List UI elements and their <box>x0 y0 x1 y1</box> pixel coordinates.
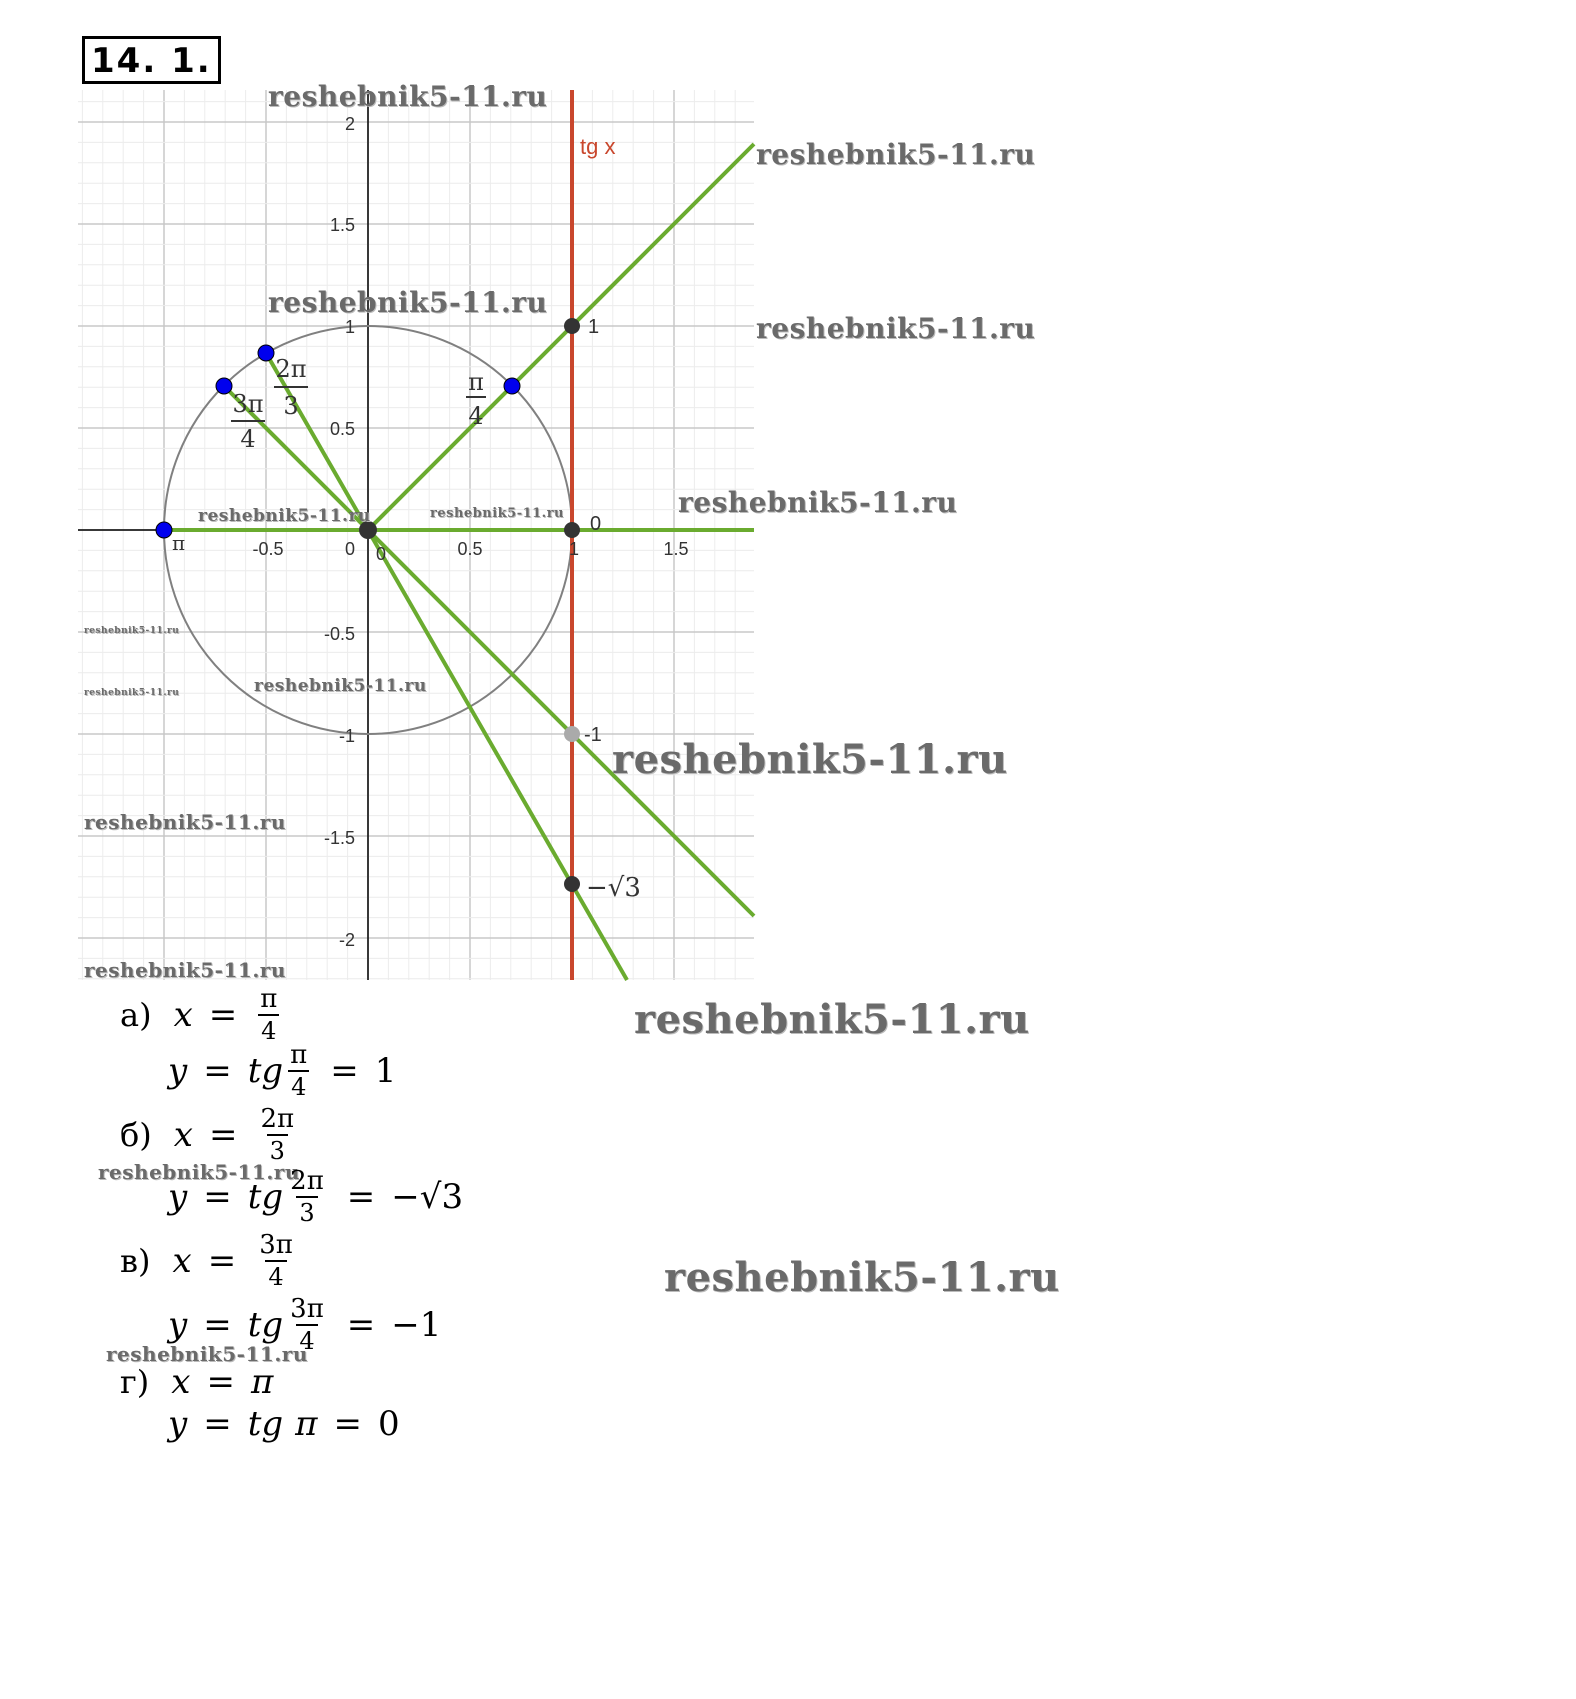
var-x: x <box>173 1115 193 1155</box>
var-x: x <box>173 995 193 1035</box>
watermark: reshebnik5-11.ru <box>756 138 1036 171</box>
svg-text:3π: 3π <box>232 390 264 418</box>
tick-label-x: 1 <box>568 539 580 559</box>
watermark: reshebnik5-11.ru <box>268 286 548 319</box>
var-y: y <box>168 1177 188 1217</box>
watermark: reshebnik5-11.ru <box>198 506 371 526</box>
equals-sign: = <box>330 1051 359 1091</box>
solution-g-x <box>120 1362 273 1402</box>
angle-label-2pi-over-3 <box>274 355 308 420</box>
result: −√3 <box>391 1177 464 1217</box>
tick-label-x: 0.5 <box>457 539 483 559</box>
equals-sign: = <box>207 1241 237 1281</box>
tick-label-y: -0.5 <box>323 624 355 644</box>
svg-text:3: 3 <box>283 392 299 420</box>
solution-b-x <box>120 1104 301 1166</box>
angle-label-pi-over-4 <box>466 368 486 430</box>
result: 0 <box>378 1404 400 1444</box>
fraction: $\frac{2\pi}{3}$ <box>260 1104 295 1165</box>
watermark: reshebnik5-11.ru <box>84 958 286 982</box>
watermark: reshebnik5-11.ru <box>84 688 180 698</box>
solution-letter: г) <box>120 1363 150 1401</box>
equals-sign: = <box>206 1362 235 1402</box>
result: −1 <box>391 1305 442 1345</box>
fraction: $\frac{\pi}{4}$ <box>257 984 280 1046</box>
angle-label-3pi-over-4 <box>231 390 265 453</box>
var-y: y <box>168 1305 188 1345</box>
watermark: reshebnik5-11.ru <box>254 676 427 696</box>
origin-label: 0 <box>376 544 387 564</box>
tick-label-x: -0.5 <box>252 539 284 559</box>
point-3pi-over-4 <box>216 378 232 394</box>
tick-label-y: 2 <box>344 114 355 134</box>
var-y: y <box>168 1051 188 1091</box>
watermark: reshebnik5-11.ru <box>268 80 548 113</box>
fraction: $\frac{3\pi}{4}$ <box>290 1294 324 1355</box>
point-pi-over-4 <box>504 378 520 394</box>
watermark: reshebnik5-11.ru <box>678 486 958 519</box>
tg-function: tg <box>247 1177 284 1217</box>
svg-text:4: 4 <box>240 425 256 453</box>
watermark: reshebnik5-11.ru <box>106 1342 308 1366</box>
equals-sign: = <box>203 1404 232 1444</box>
tick-label-x: 0 <box>344 539 356 559</box>
watermark: reshebnik5-11.ru <box>612 736 1008 783</box>
tangent-point-0 <box>564 522 580 538</box>
watermark: reshebnik5-11.ru <box>430 506 565 521</box>
tick-label-y: -1.5 <box>323 828 355 848</box>
equals-sign: = <box>203 1051 232 1091</box>
watermark: reshebnik5-11.ru <box>664 1254 1060 1301</box>
tangent-line-label: tg x <box>580 134 616 159</box>
svg-text:4: 4 <box>468 402 484 430</box>
fraction: $\frac{2\pi}{3}$ <box>290 1166 324 1227</box>
x-value: π <box>250 1362 274 1402</box>
tg-function: tg <box>247 1305 284 1345</box>
equals-sign: = <box>346 1177 376 1217</box>
tick-label-y: 0.5 <box>329 419 355 439</box>
fraction: $\frac{3\pi}{4}$ <box>259 1230 293 1291</box>
solution-a-x <box>120 984 284 1046</box>
tangent-label-minus-sqrt3: −√3 <box>586 873 641 903</box>
solution-a-y <box>168 1040 396 1102</box>
tick-label-y: -2 <box>338 930 355 950</box>
solution-letter: в) <box>120 1242 151 1280</box>
watermark: reshebnik5-11.ru <box>634 996 1030 1043</box>
solution-v-x <box>120 1230 300 1292</box>
ray-pi-over-4 <box>368 144 754 530</box>
var-y: y <box>168 1404 188 1444</box>
tangent-point-minus-1 <box>564 726 580 742</box>
tangent-label-minus-1: -1 <box>584 724 602 746</box>
result: 1 <box>374 1051 397 1091</box>
solution-b-y <box>168 1166 463 1228</box>
watermark: reshebnik5-11.ru <box>84 810 286 834</box>
watermark: reshebnik5-11.ru <box>98 1160 300 1184</box>
y-expression: π <box>295 1404 318 1444</box>
watermark: reshebnik5-11.ru <box>756 312 1036 345</box>
problem-number: 14. 1. <box>82 36 221 84</box>
tick-label-y: 1.5 <box>329 215 355 235</box>
tick-label-y: -1 <box>338 726 355 746</box>
solution-letter: а) <box>120 996 152 1034</box>
tangent-label-0: 0 <box>590 513 602 535</box>
equals-sign: = <box>346 1305 376 1345</box>
tick-label-y: 1 <box>344 317 355 337</box>
watermark: reshebnik5-11.ru <box>84 626 180 636</box>
equals-sign: = <box>203 1177 232 1217</box>
tangent-label-1: 1 <box>588 316 600 338</box>
tangent-point-minus-sqrt3 <box>564 876 580 892</box>
fraction: $\frac{\pi}{4}$ <box>287 1040 310 1102</box>
equals-sign: = <box>203 1305 232 1345</box>
tick-label-x: 1.5 <box>663 539 689 559</box>
svg-text:2π: 2π <box>275 355 307 383</box>
point-pi <box>156 522 172 538</box>
solution-v-y <box>168 1294 441 1356</box>
tangent-point-1 <box>564 318 580 334</box>
solution-g-y <box>168 1404 400 1444</box>
solution-letter: б) <box>120 1116 152 1154</box>
equals-sign: = <box>208 995 238 1035</box>
angle-label-pi: π <box>172 531 186 555</box>
tg-function: tg <box>247 1404 284 1444</box>
svg-text:π: π <box>468 368 484 396</box>
var-x: x <box>171 1362 191 1402</box>
point-2pi-over-3 <box>258 345 274 361</box>
var-x: x <box>172 1241 192 1281</box>
equals-sign: = <box>208 1115 238 1155</box>
tg-function: tg <box>247 1051 284 1091</box>
equals-sign: = <box>333 1404 363 1444</box>
